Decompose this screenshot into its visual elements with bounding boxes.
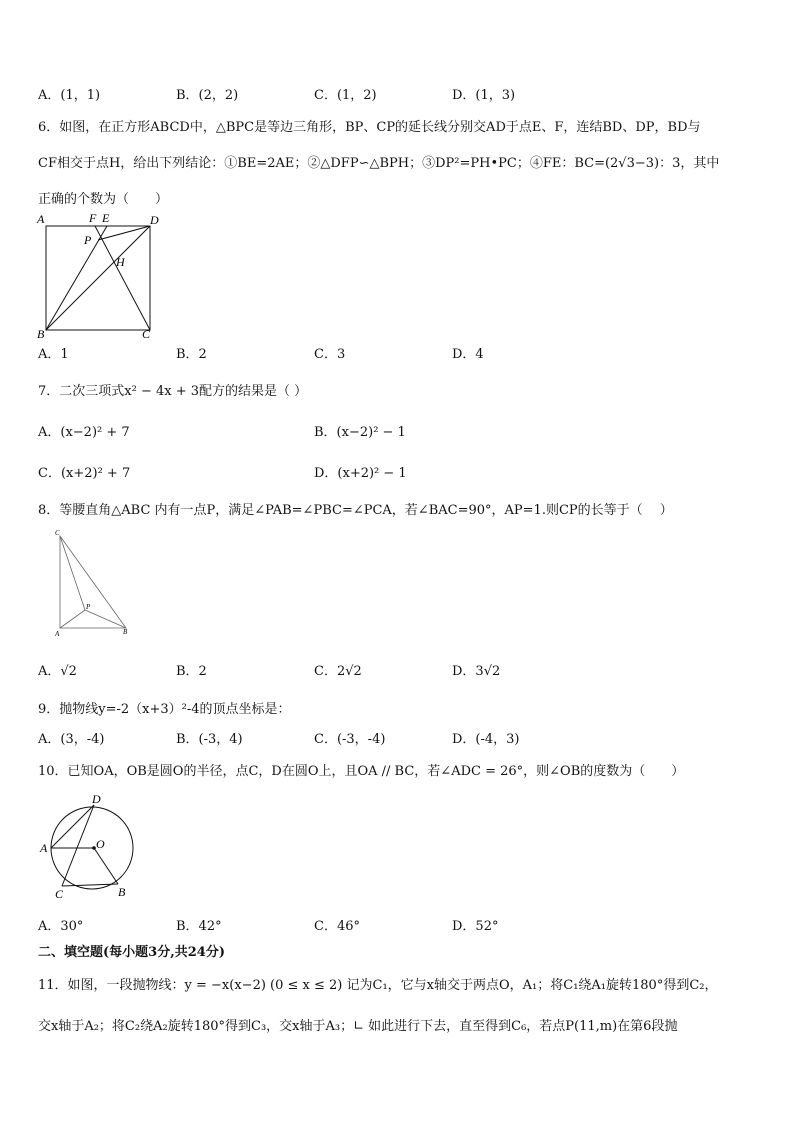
- q7-option-a: A．(x−2)² + 7: [38, 425, 130, 440]
- q6-stem-line3: 正确的个数为（ ）: [38, 192, 169, 207]
- q9-stem: 9．抛物线y=-2（x+3）²-4的顶点坐标是：: [38, 702, 291, 717]
- q10-circle-figure: [36, 790, 140, 902]
- q10-option-c: C．46°: [314, 919, 360, 934]
- q10-option-b: B．42°: [176, 919, 222, 934]
- q9-option-d: D．(-4，3): [452, 732, 520, 747]
- q6-square-figure: [34, 208, 164, 340]
- q9-option-c: C．(-3，-4): [314, 732, 386, 747]
- q7-stem: 7．二次三项式x² − 4x + 3配方的结果是（ ）: [38, 384, 308, 399]
- q8-label-a: A: [55, 630, 60, 638]
- q6-label-e: E: [102, 211, 110, 225]
- q5-option-d: D．(1，3): [452, 88, 516, 103]
- q10-label-d: D: [92, 792, 101, 806]
- q7-option-c: C．(x+2)² + 7: [38, 466, 131, 481]
- q8-option-c: C．2√2: [314, 664, 362, 679]
- q5-option-b: B．(2，2): [176, 88, 239, 103]
- q8-option-d: D．3√2: [452, 664, 501, 679]
- q10-option-d: D．52°: [452, 919, 499, 934]
- section-heading-fill-blank: 二、填空题(每小题3分,共24分): [38, 945, 225, 960]
- q6-label-c: C: [142, 327, 151, 340]
- q10-option-a: A．30°: [38, 919, 84, 934]
- q6-stem-line1: 6．如图，在正方形ABCD中，△BPC是等边三角形，BP、CP的延长线分别交AD于点E、F，连结BD、DP，BD与: [38, 120, 701, 135]
- q9-option-b: B．(-3，4): [176, 732, 243, 747]
- q6-label-f: F: [89, 211, 97, 225]
- q5-option-c: C．(1，2): [314, 88, 377, 103]
- q8-option-b: B．2: [176, 664, 207, 679]
- q11-stem-line2: 交x轴于A₂；将C₂绕A₂旋转180°得到C₃，交x轴于A₃；∟ 如此进行下去，直至得到C₆，若点P(11,m)在第6段抛: [38, 1019, 678, 1034]
- q6-label-h: H: [116, 255, 125, 269]
- q8-stem: 8．等腰直角△ABC 内有一点P，满足∠PAB=∠PBC=∠PCA，若∠BAC=90°，AP=1.则CP的长等于（ ）: [38, 503, 673, 518]
- q8-label-b: B: [123, 628, 128, 636]
- q8-triangle-figure: [50, 528, 140, 640]
- q7-option-b: B．(x−2)² − 1: [314, 425, 406, 440]
- q8-option-a: A．√2: [38, 664, 77, 679]
- q6-stem-line2: CF相交于点H，给出下列结论：①BE=2AE；②△DFP∽△BPH；③DP²=PH•PC；④FE：BC=(2√3−3)：3，其中: [38, 156, 720, 171]
- q10-label-a: A: [40, 841, 48, 855]
- q8-label-c: C: [55, 529, 60, 537]
- q6-label-a: A: [37, 212, 45, 226]
- q9-option-a: A．(3，-4): [38, 732, 105, 747]
- q6-label-p: P: [84, 233, 92, 247]
- q10-label-b: B: [118, 885, 126, 899]
- q6-option-b: B．2: [176, 347, 207, 362]
- q10-label-c: C: [55, 887, 64, 901]
- q11-stem-line1: 11．如图，一段抛物线：y = −x(x−2) (0 ≤ x ≤ 2) 记为C₁，它与x轴交于两点O，A₁；将C₁绕A₁旋转180°得到C₂，: [38, 978, 718, 993]
- q10-stem: 10．已知OA，OB是圆O的半径，点C，D在圆O上，且OA // BC，若∠ADC = 26°，则∠OB的度数为（ ）: [38, 764, 685, 779]
- q6-option-c: C．3: [314, 347, 346, 362]
- q5-option-a: A．(1，1): [38, 88, 101, 103]
- q6-label-b: B: [37, 327, 45, 340]
- q6-option-d: D．4: [452, 347, 484, 362]
- q6-label-d: D: [150, 213, 159, 227]
- q8-label-p: P: [86, 603, 91, 611]
- q6-option-a: A．1: [38, 347, 69, 362]
- q10-label-o: O: [96, 837, 105, 851]
- q7-option-d: D．(x+2)² − 1: [314, 466, 407, 481]
